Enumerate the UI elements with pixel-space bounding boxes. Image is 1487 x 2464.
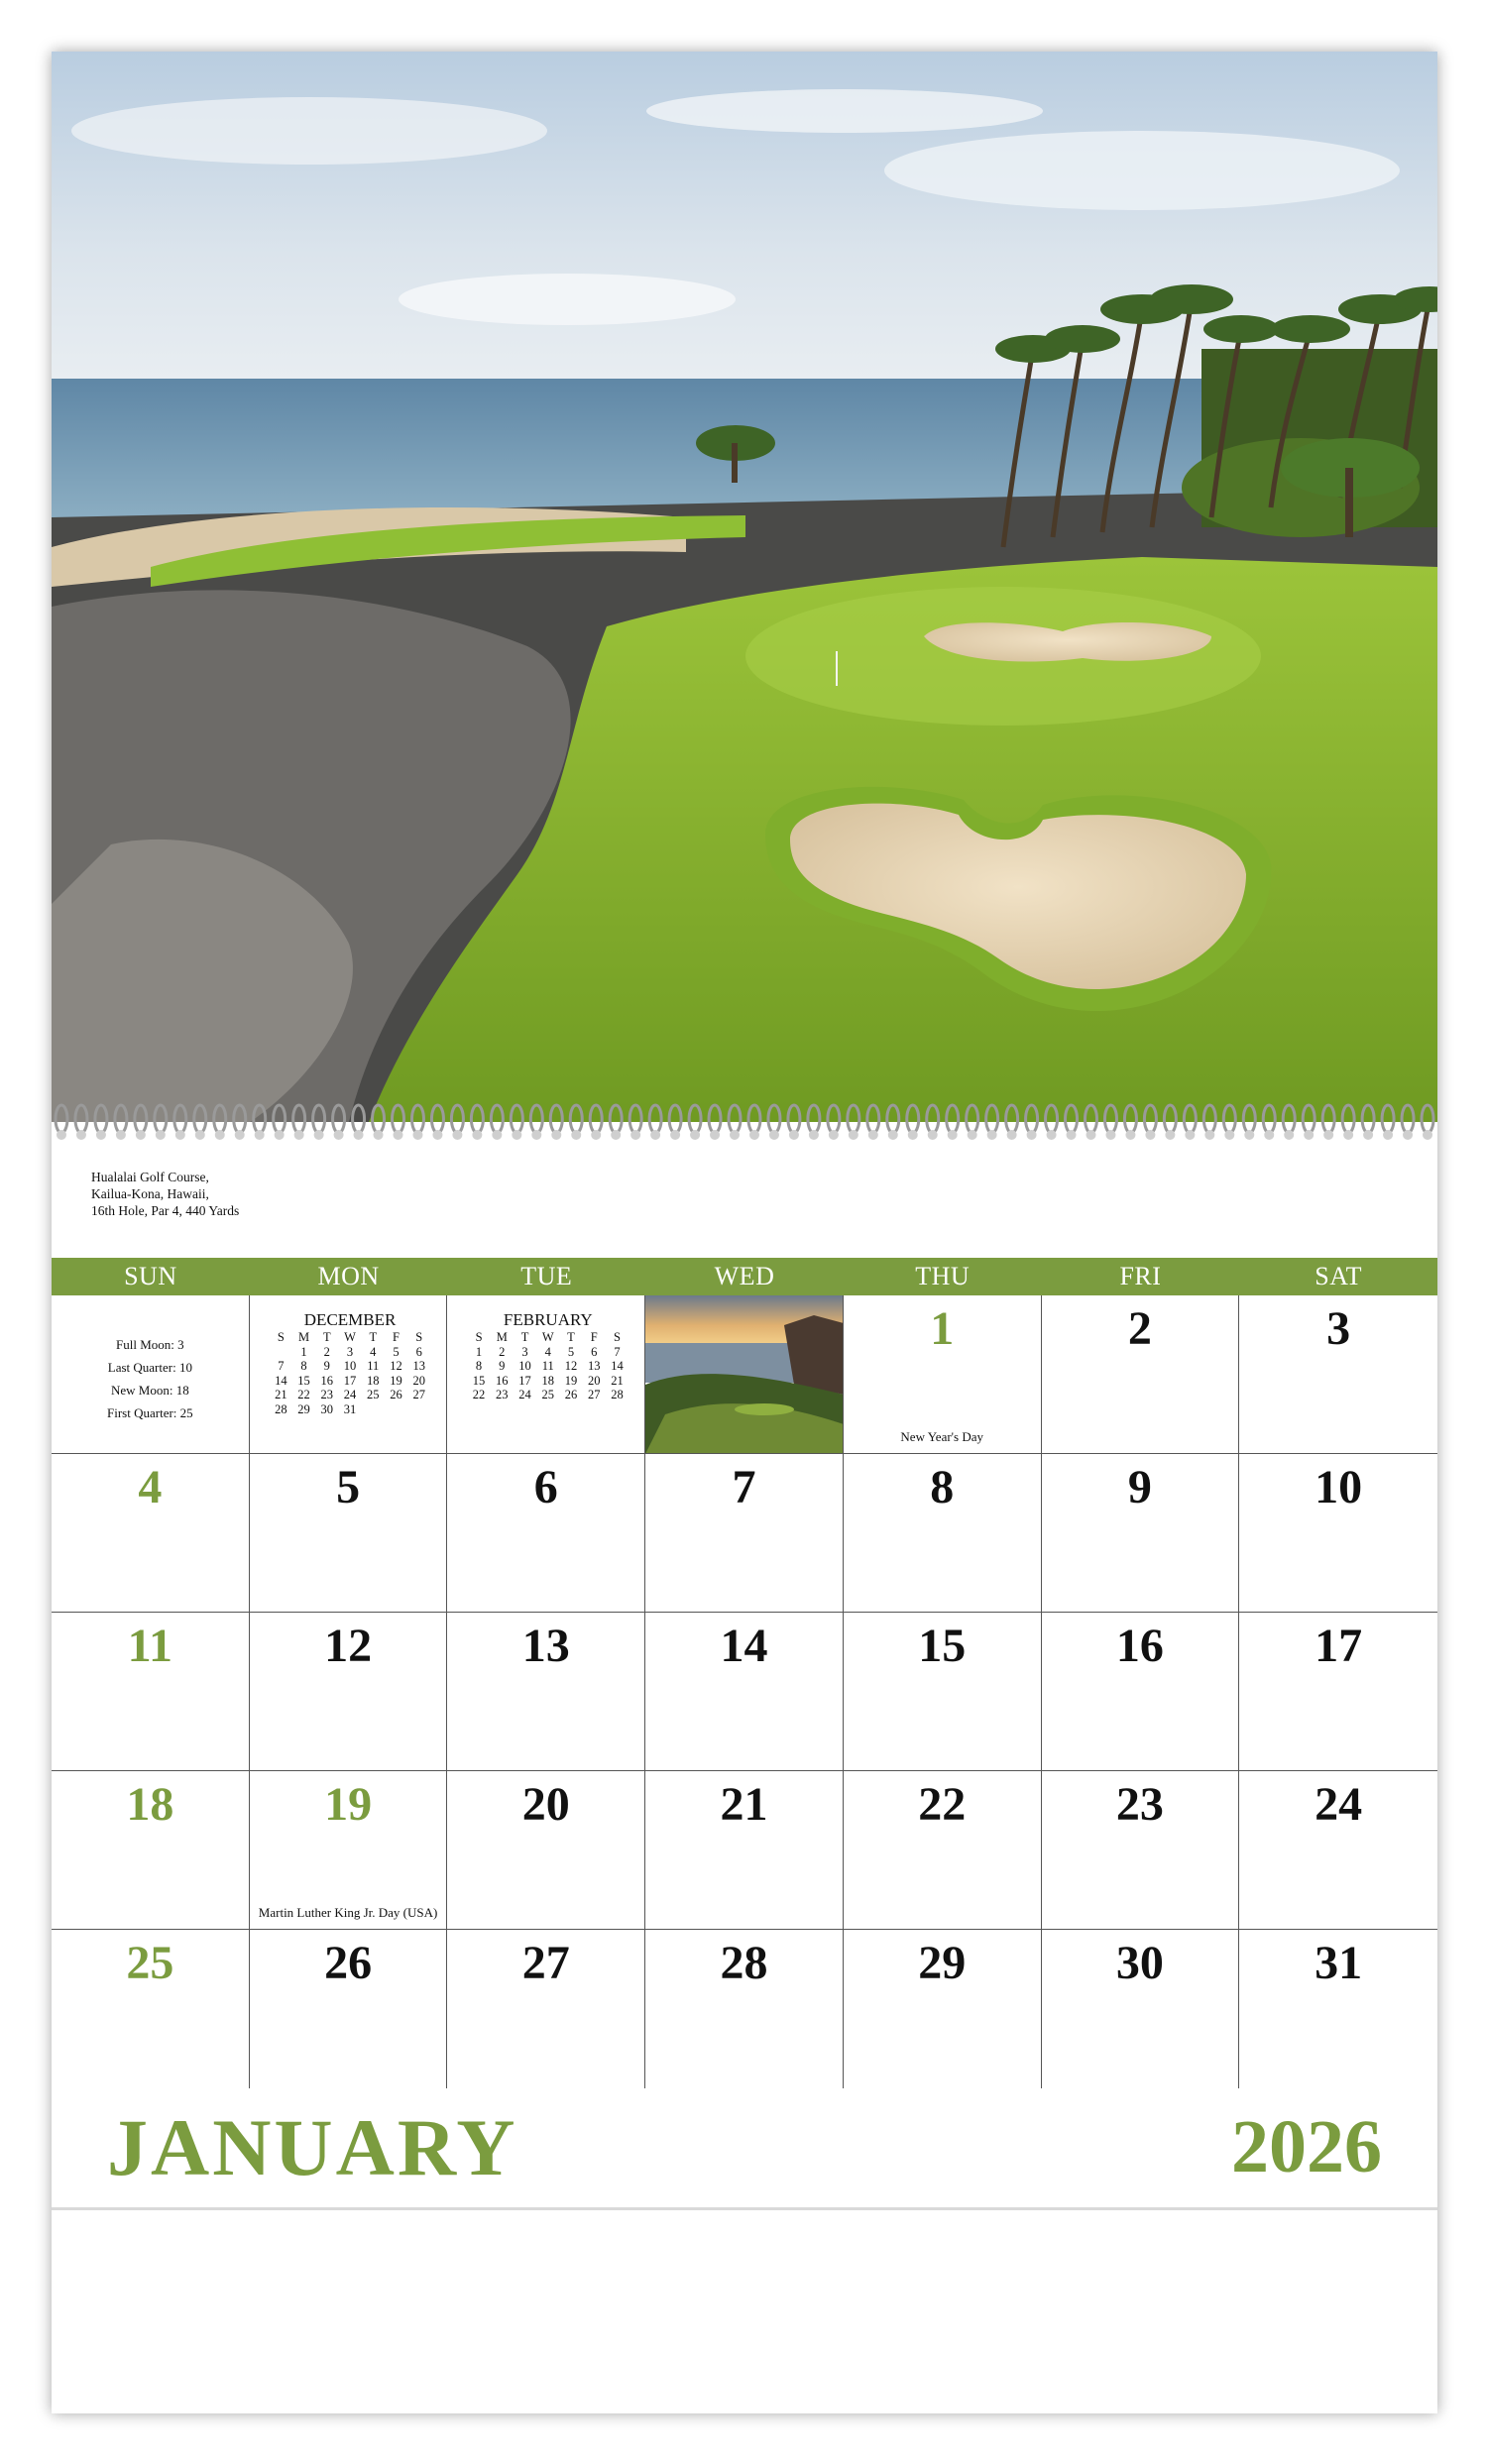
day-cell	[645, 1613, 844, 1771]
mini-calendar-day: 28	[275, 1401, 287, 1416]
mini-calendar-day: 25	[367, 1388, 380, 1401]
weekday-label: FRI	[1119, 1262, 1162, 1290]
day-cell	[1042, 1930, 1240, 2088]
day-cell	[52, 1930, 250, 2088]
mini-calendar-day: 22	[472, 1388, 486, 1401]
spiral-hole	[136, 1130, 146, 1140]
mini-calendar-weekday: T	[567, 1330, 575, 1344]
day-number: 15	[918, 1620, 967, 1672]
spiral-hole	[1145, 1130, 1155, 1140]
spiral-hole	[551, 1130, 561, 1140]
day-cell	[1239, 1454, 1437, 1613]
mini-calendar-day: 11	[541, 1359, 554, 1373]
mini-calendar-day: 7	[278, 1359, 285, 1373]
spiral-hole	[948, 1130, 958, 1140]
spiral-hole	[789, 1130, 799, 1140]
mini-calendar-day: 10	[518, 1359, 531, 1373]
mini-calendar-day: 30	[320, 1401, 334, 1416]
mini-calendar-day	[385, 1402, 407, 1417]
month-title: JANUARY	[107, 2102, 518, 2192]
spiral-hole	[432, 1130, 442, 1140]
mini-calendar-day	[362, 1402, 385, 1417]
mini-calendar-day: 27	[412, 1388, 426, 1401]
mini-calendar-day: 26	[564, 1388, 578, 1401]
mini-calendar-day: 12	[390, 1359, 402, 1373]
spiral-hole	[1067, 1130, 1077, 1140]
spiral-hole	[275, 1130, 285, 1140]
day-cell	[1239, 1295, 1437, 1454]
mini-calendar-february	[447, 1295, 645, 1454]
day-cell	[844, 1295, 1042, 1454]
mini-calendar-day: 15	[297, 1373, 310, 1388]
spiral-hole	[334, 1130, 344, 1140]
day-number: 4	[138, 1461, 163, 1513]
spiral-hole	[690, 1130, 700, 1140]
spiral-hole	[888, 1130, 898, 1140]
mini-calendar-day: 16	[320, 1373, 334, 1388]
spiral-hole	[1363, 1130, 1373, 1140]
mini-calendar-day: 13	[587, 1359, 601, 1373]
spiral-hole	[116, 1130, 126, 1140]
spiral-hole	[1165, 1130, 1175, 1140]
mini-calendar-day: 9	[323, 1359, 330, 1373]
day-cell	[645, 1930, 844, 2088]
mini-calendar-day: 15	[472, 1373, 486, 1388]
weekday-label: TUE	[520, 1262, 573, 1290]
day-cell	[1042, 1454, 1240, 1613]
mini-calendar-day: 10	[343, 1359, 357, 1373]
spiral-hole	[394, 1130, 403, 1140]
spiral-hole	[492, 1130, 502, 1140]
mini-calendar-table	[467, 1330, 629, 1402]
spiral-hole	[1383, 1130, 1393, 1140]
mini-calendar-weekday: S	[614, 1330, 621, 1344]
mini-calendar-day: 2	[323, 1344, 330, 1359]
spiral-hole	[1403, 1130, 1413, 1140]
spiral-hole	[1204, 1130, 1214, 1140]
mini-calendar-day: 25	[541, 1388, 554, 1401]
day-number: 30	[1115, 1937, 1164, 1989]
spiral-hole	[215, 1130, 225, 1140]
mini-calendar-day: 1	[300, 1344, 307, 1359]
day-number: 24	[1315, 1778, 1363, 1831]
day-cell	[844, 1771, 1042, 1930]
moon-phase: New Moon: 18	[110, 1383, 189, 1398]
mini-calendar-day: 5	[567, 1344, 575, 1359]
mini-calendar-title: FEBRUARY	[503, 1310, 593, 1329]
thumbnail-photo	[645, 1295, 843, 1453]
mini-calendar-weekday: W	[344, 1330, 356, 1344]
day-number: 12	[324, 1620, 373, 1672]
mini-calendar-day	[407, 1402, 430, 1417]
spiral-hole	[670, 1130, 680, 1140]
mini-calendar-weekday: S	[277, 1330, 285, 1344]
day-number: 6	[533, 1461, 558, 1513]
spiral-hole	[412, 1130, 422, 1140]
day-number: 21	[720, 1778, 768, 1831]
caption-line: Kailua-Kona, Hawaii,	[91, 1186, 209, 1201]
mini-calendar-day	[270, 1345, 292, 1360]
spiral-hole	[968, 1130, 977, 1140]
day-number: 13	[521, 1620, 570, 1672]
page-fold-line	[52, 2207, 1437, 2210]
day-cell	[447, 1771, 645, 1930]
holiday-label: Martin Luther King Jr. Day (USA)	[258, 1905, 438, 1920]
spiral-hole	[769, 1130, 779, 1140]
day-cell	[1239, 1930, 1437, 2088]
spiral-hole	[710, 1130, 720, 1140]
spiral-hole	[829, 1130, 839, 1140]
day-cell	[447, 1930, 645, 2088]
mini-calendar-weekday: F	[590, 1330, 598, 1344]
spiral-hole	[195, 1130, 205, 1140]
day-number: 5	[336, 1461, 361, 1513]
spiral-hole	[452, 1130, 462, 1140]
spiral-hole	[1343, 1130, 1353, 1140]
mini-calendar-day: 8	[475, 1359, 483, 1373]
weekday-label: WED	[714, 1262, 775, 1290]
mini-calendar-day: 5	[393, 1344, 400, 1359]
mini-calendar-day: 28	[611, 1388, 624, 1401]
day-cell	[447, 1454, 645, 1613]
mini-calendar-day: 24	[343, 1388, 357, 1401]
mini-calendar-day: 21	[611, 1373, 624, 1388]
spiral-hole	[1264, 1130, 1274, 1140]
day-number: 23	[1115, 1778, 1164, 1831]
day-cell	[645, 1454, 844, 1613]
day-cell	[250, 1771, 448, 1930]
spiral-hole	[1423, 1130, 1432, 1140]
day-cell	[250, 1454, 448, 1613]
spiral-hole	[1007, 1130, 1017, 1140]
mini-calendar-weekday: F	[393, 1330, 400, 1344]
day-number: 17	[1315, 1620, 1363, 1672]
mini-calendar-table	[270, 1330, 431, 1416]
spiral-hole	[1224, 1130, 1234, 1140]
day-cell	[1239, 1613, 1437, 1771]
mini-calendar-day: 22	[297, 1388, 310, 1401]
day-cell	[645, 1771, 844, 1930]
mini-calendar-weekday: S	[475, 1330, 483, 1344]
spiral-hole	[96, 1130, 106, 1140]
spiral-hole	[374, 1130, 384, 1140]
day-number: 1	[930, 1302, 955, 1355]
day-number: 22	[918, 1778, 967, 1831]
moon-phase: Full Moon: 3	[116, 1337, 184, 1352]
spiral-hole	[1284, 1130, 1294, 1140]
mini-calendar-weekday: M	[297, 1330, 310, 1344]
spiral-hole	[630, 1130, 640, 1140]
day-cell	[52, 1454, 250, 1613]
spiral-hole	[1125, 1130, 1135, 1140]
day-number: 18	[126, 1778, 174, 1831]
mini-calendar-day: 13	[412, 1359, 426, 1373]
mini-calendar-day: 23	[320, 1388, 334, 1401]
mini-calendar-weekday: T	[369, 1330, 378, 1344]
spiral-hole	[1323, 1130, 1333, 1140]
day-number: 14	[720, 1620, 768, 1672]
spiral-hole	[591, 1130, 601, 1140]
photo-caption	[91, 1169, 488, 1219]
year-title: 2026	[1231, 2105, 1382, 2188]
mini-calendar-day: 6	[415, 1344, 422, 1359]
mini-calendar-day: 20	[587, 1373, 601, 1388]
thumbnail-cell	[645, 1295, 844, 1454]
day-number: 16	[1115, 1620, 1164, 1672]
spiral-hole	[987, 1130, 997, 1140]
spiral-hole	[611, 1130, 621, 1140]
mini-calendar-weekday: T	[520, 1330, 529, 1344]
mini-calendar-day: 7	[614, 1344, 621, 1359]
spiral-hole	[730, 1130, 740, 1140]
mini-calendar-day: 9	[499, 1359, 506, 1373]
day-cell	[250, 1930, 448, 2088]
spiral-hole	[1105, 1130, 1115, 1140]
mini-calendar-day: 20	[412, 1373, 426, 1388]
spiral-hole	[512, 1130, 521, 1140]
moon-phase-cell	[52, 1295, 250, 1454]
spiral-hole	[868, 1130, 878, 1140]
mini-calendar-day: 23	[496, 1388, 509, 1401]
caption-line: Hualalai Golf Course,	[91, 1170, 209, 1184]
day-number: 25	[126, 1937, 174, 1989]
day-number: 31	[1315, 1937, 1363, 1989]
day-number: 3	[1326, 1302, 1351, 1355]
spiral-hole	[571, 1130, 581, 1140]
day-number: 19	[324, 1778, 373, 1831]
mini-calendar-day: 14	[611, 1359, 624, 1373]
mini-calendar-day: 27	[587, 1388, 601, 1401]
spiral-hole	[1047, 1130, 1057, 1140]
weekday-label: SAT	[1315, 1262, 1362, 1290]
weekday-label: SUN	[124, 1262, 177, 1290]
spiral-hole	[1244, 1130, 1254, 1140]
day-cell	[1042, 1613, 1240, 1771]
day-number: 7	[732, 1461, 756, 1513]
day-cell	[844, 1930, 1042, 2088]
spiral-hole	[314, 1130, 324, 1140]
golf-course-photo	[52, 52, 1437, 1122]
mini-calendar-day: 19	[564, 1373, 578, 1388]
caption-line: 16th Hole, Par 4, 440 Yards	[91, 1203, 240, 1218]
day-cell	[447, 1613, 645, 1771]
day-cell	[844, 1613, 1042, 1771]
spiral-hole	[294, 1130, 304, 1140]
weekday-label: THU	[915, 1262, 971, 1290]
mini-calendar-day: 17	[343, 1373, 357, 1388]
mini-calendar-day: 24	[518, 1388, 531, 1401]
spiral-hole	[1304, 1130, 1314, 1140]
day-cell	[844, 1454, 1042, 1613]
weekday-label: MON	[317, 1262, 380, 1290]
day-number: 11	[127, 1620, 173, 1672]
day-cell	[1239, 1771, 1437, 1930]
spiral-binding	[52, 1097, 1437, 1152]
mini-calendar-day: 18	[367, 1373, 380, 1388]
day-cell	[250, 1613, 448, 1771]
mini-calendar-day: 4	[544, 1344, 551, 1359]
mini-calendar-day: 19	[390, 1373, 402, 1388]
mini-calendar-day: 11	[367, 1359, 380, 1373]
mini-calendar-day: 16	[496, 1373, 509, 1388]
moon-phase: First Quarter: 25	[107, 1405, 193, 1420]
mini-calendar-day: 2	[499, 1344, 506, 1359]
mini-calendar-day: 6	[591, 1344, 598, 1359]
calendar-sheet	[52, 52, 1437, 2413]
spiral-hole	[235, 1130, 245, 1140]
spiral-hole	[255, 1130, 265, 1140]
mini-calendar-day: 26	[390, 1388, 402, 1401]
spiral-hole	[849, 1130, 858, 1140]
mini-calendar-day: 14	[275, 1373, 287, 1388]
spiral-hole	[809, 1130, 819, 1140]
day-number: 20	[521, 1778, 570, 1831]
mini-calendar-day: 17	[518, 1373, 531, 1388]
spiral-hole	[354, 1130, 364, 1140]
mini-calendar-weekday: W	[541, 1330, 554, 1344]
spiral-hole	[175, 1130, 185, 1140]
day-number: 28	[720, 1937, 768, 1989]
mini-calendar-weekday: T	[322, 1330, 331, 1344]
spiral-hole	[928, 1130, 938, 1140]
spiral-hole	[57, 1130, 66, 1140]
day-cell	[1042, 1771, 1240, 1930]
day-cell	[52, 1771, 250, 1930]
day-cell	[1042, 1295, 1240, 1454]
mini-calendar-day: 18	[541, 1373, 554, 1388]
mini-calendar-day: 8	[300, 1359, 307, 1373]
mini-calendar-december	[250, 1295, 448, 1454]
spiral-hole	[1185, 1130, 1195, 1140]
mini-calendar-day: 4	[370, 1344, 377, 1359]
mini-calendar-day: 1	[475, 1344, 483, 1359]
spiral-hole	[1027, 1130, 1037, 1140]
mini-calendar-day: 21	[275, 1388, 287, 1401]
spiral-hole	[472, 1130, 482, 1140]
spiral-hole	[908, 1130, 918, 1140]
day-number: 27	[521, 1937, 570, 1989]
day-number: 9	[1127, 1461, 1152, 1513]
mini-calendar-day: 3	[346, 1344, 354, 1359]
holiday-label: New Year's Day	[900, 1429, 983, 1444]
spiral-hole	[1087, 1130, 1096, 1140]
mini-calendar-day: 29	[297, 1401, 310, 1416]
mini-calendar-title: DECEMBER	[303, 1310, 397, 1329]
spiral-hole	[650, 1130, 660, 1140]
day-number: 8	[930, 1461, 955, 1513]
calendar-grid	[52, 1295, 1437, 2088]
mini-calendar-day: 3	[521, 1344, 528, 1359]
day-number: 2	[1127, 1302, 1152, 1355]
spiral-hole	[156, 1130, 166, 1140]
spiral-hole	[76, 1130, 86, 1140]
mini-calendar-day: 12	[564, 1359, 578, 1373]
spiral-hole	[749, 1130, 759, 1140]
moon-phase: Last Quarter: 10	[107, 1360, 192, 1375]
weekday-header	[52, 1258, 1437, 1295]
spiral-hole	[531, 1130, 541, 1140]
day-number: 26	[324, 1937, 373, 1989]
mini-calendar-weekday: S	[415, 1330, 423, 1344]
day-number: 29	[918, 1937, 967, 1989]
day-number: 10	[1315, 1461, 1363, 1513]
mini-calendar-day: 31	[343, 1401, 357, 1416]
mini-calendar-weekday: M	[496, 1330, 508, 1344]
day-cell	[52, 1613, 250, 1771]
